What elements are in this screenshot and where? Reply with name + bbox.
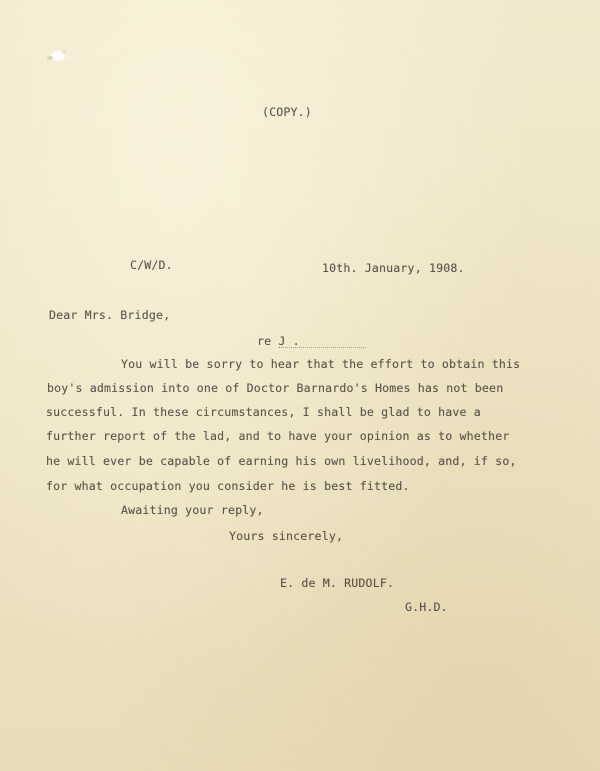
body-line-1: You will be sorry to hear that the effort to obtain this — [121, 357, 521, 371]
copy-heading: (COPY.) — [262, 105, 312, 119]
body-line-4: further report of the lad, and to have your opinion as to whether — [46, 429, 510, 443]
letter-date: 10th. January, 1908. — [322, 261, 465, 275]
closing-sincerely: Yours sincerely, — [229, 529, 344, 543]
paper-stain-icon — [44, 46, 70, 64]
reference-code: C/W/D. — [130, 258, 173, 272]
body-line-6: for what occupation you consider he is best fitted. — [46, 479, 410, 493]
body-line-2: boy's admission into one of Doctor Barnardo's Homes has not been — [47, 381, 504, 395]
re-line: re J . — [257, 334, 300, 348]
signature-title: G.H.D. — [405, 600, 448, 614]
re-line-underline — [278, 347, 366, 348]
signature-name: E. de M. RUDOLF. — [280, 576, 395, 590]
closing-awaiting: Awaiting your reply, — [121, 503, 264, 517]
body-line-3: successful. In these circumstances, I shall be glad to have a — [46, 405, 481, 419]
body-line-5: he will ever be capable of earning his own livelihood, and, if so, — [46, 454, 517, 468]
salutation: Dear Mrs. Bridge, — [49, 308, 171, 322]
